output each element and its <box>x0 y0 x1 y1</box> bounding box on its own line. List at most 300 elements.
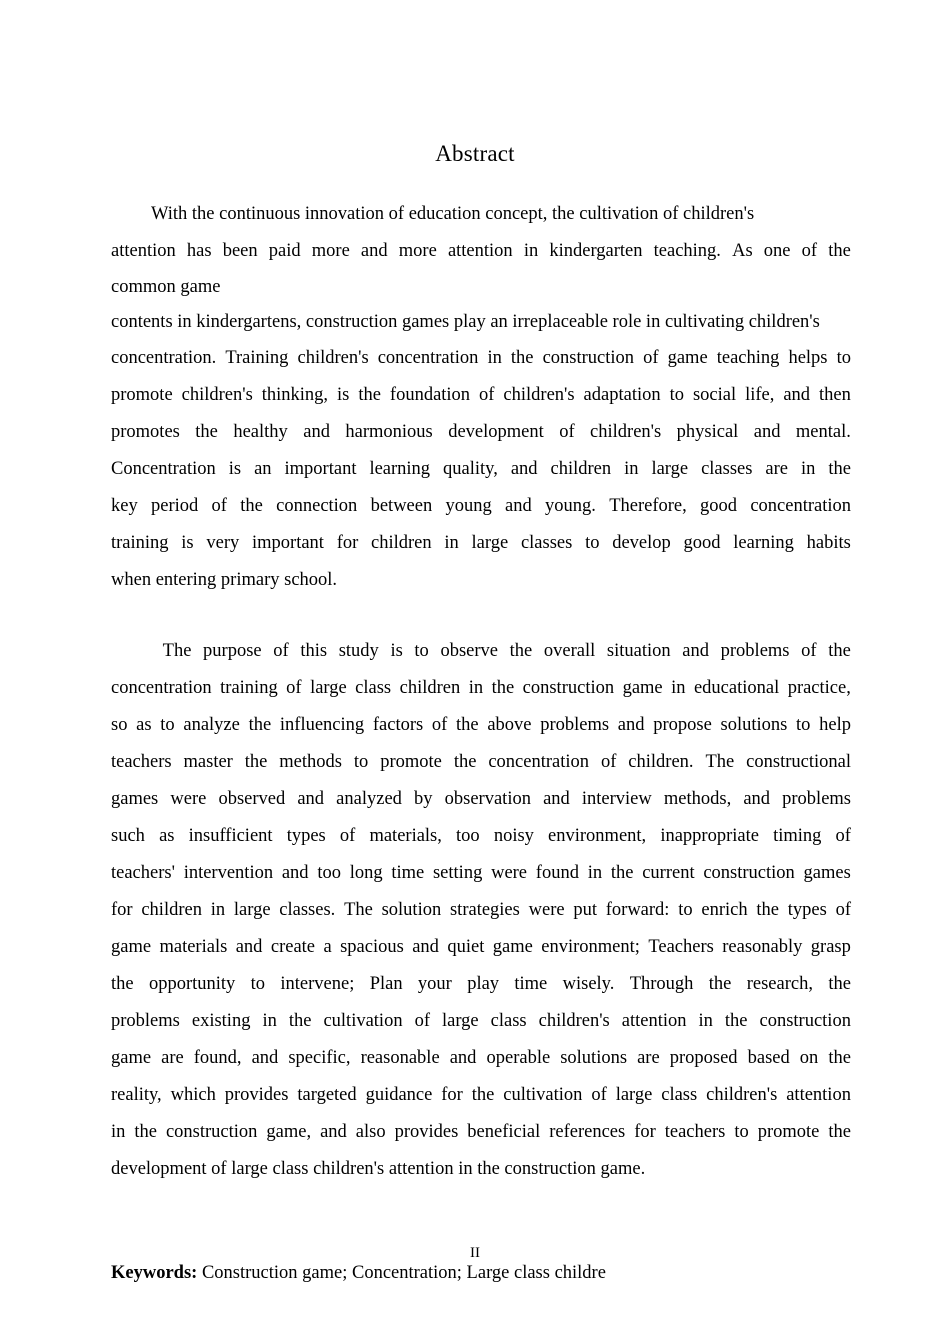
word: concentration <box>377 348 479 368</box>
word: adaptation <box>583 385 661 405</box>
word: in <box>800 459 816 479</box>
word: the <box>828 241 851 261</box>
word: kindergarten <box>549 241 643 261</box>
word: the <box>828 459 851 479</box>
word: solutions <box>720 715 788 735</box>
word: promote <box>757 1122 820 1142</box>
word: found, <box>193 1048 242 1068</box>
word: problems <box>111 1011 180 1031</box>
word: of <box>414 1011 430 1031</box>
word: to <box>585 533 600 553</box>
text-line <box>111 707 851 744</box>
word: harmonious <box>345 422 433 442</box>
word: targeted <box>297 1085 357 1105</box>
word: provides <box>224 1085 289 1105</box>
word: opportunity <box>148 974 236 994</box>
word: observed <box>218 789 286 809</box>
word: of <box>801 241 818 261</box>
word: game <box>492 937 533 957</box>
word: were <box>170 789 207 809</box>
word: Teachers <box>648 937 714 957</box>
text-line <box>111 196 851 233</box>
word: develop <box>612 533 671 553</box>
word: references <box>549 1122 626 1142</box>
word: specific, <box>288 1048 351 1068</box>
word: more <box>398 241 437 261</box>
paragraph-1 <box>111 196 851 599</box>
paragraph-spacer <box>111 599 851 633</box>
word: observation <box>444 789 531 809</box>
word: the <box>195 422 218 442</box>
word: children's <box>706 1085 778 1105</box>
word: development <box>448 422 544 442</box>
word: provides <box>394 1122 459 1142</box>
word: game <box>111 937 152 957</box>
word: interview <box>581 789 652 809</box>
word: in <box>624 459 639 479</box>
text-line <box>111 781 851 818</box>
word: to <box>678 900 693 920</box>
word: helps <box>788 348 828 368</box>
word: quality, <box>443 459 498 479</box>
word: to <box>414 641 429 661</box>
line-text: when entering primary school. <box>111 570 338 590</box>
word: of <box>801 641 817 661</box>
word: attention <box>111 241 176 261</box>
text-line <box>111 1077 851 1114</box>
word: very <box>206 533 240 553</box>
word: and <box>543 789 570 809</box>
text-line <box>111 562 851 599</box>
text-line <box>111 233 851 270</box>
word: of <box>643 348 659 368</box>
word: been <box>222 241 258 261</box>
word: inappropriate <box>660 826 759 846</box>
word: this <box>300 641 328 661</box>
word: class <box>661 1085 698 1105</box>
word: of <box>835 900 851 920</box>
word: important <box>284 459 357 479</box>
word: setting <box>432 863 483 883</box>
word: also <box>355 1122 386 1142</box>
word: good <box>683 533 721 553</box>
word: your <box>417 974 452 994</box>
word: key <box>111 496 138 516</box>
word: Training <box>225 348 289 368</box>
line-text: contents in kindergartens, construction games play an irreplaceable role in cultivating children's <box>111 312 820 332</box>
word: too <box>317 863 341 883</box>
word: quiet <box>447 937 485 957</box>
word: large <box>233 900 271 920</box>
word: promotes <box>111 422 180 442</box>
word: propose <box>653 715 712 735</box>
word: construction <box>522 678 615 698</box>
word: children's <box>538 1011 610 1031</box>
word: observe <box>440 641 498 661</box>
word: a <box>323 937 332 957</box>
word: forward: <box>605 900 670 920</box>
word: play <box>467 974 500 994</box>
word: concentration <box>488 752 590 772</box>
word: enrich <box>701 900 748 920</box>
word: guidance <box>365 1085 433 1105</box>
word: teachers <box>664 1122 726 1142</box>
word: to <box>734 1122 749 1142</box>
word: proposed <box>669 1048 738 1068</box>
word: on <box>799 1048 819 1068</box>
word: the <box>610 863 634 883</box>
word: between <box>370 496 433 516</box>
word: the <box>134 1122 157 1142</box>
word: such <box>111 826 145 846</box>
word: is <box>390 641 403 661</box>
text-line <box>111 744 851 781</box>
word: long <box>349 863 383 883</box>
word: the <box>244 752 268 772</box>
word: and <box>753 422 781 442</box>
word: of <box>339 826 356 846</box>
word: more <box>311 241 350 261</box>
text-line <box>111 270 851 305</box>
word: the <box>471 1085 495 1105</box>
word: the <box>708 974 732 994</box>
word: based <box>747 1048 790 1068</box>
text-line <box>111 1040 851 1077</box>
word: and <box>505 496 532 516</box>
word: classes <box>701 459 753 479</box>
word: types <box>286 826 326 846</box>
word: create <box>270 937 316 957</box>
word: children <box>399 678 461 698</box>
text-line <box>111 305 851 340</box>
word: time <box>391 863 425 883</box>
word: above <box>487 715 532 735</box>
word: which <box>170 1085 216 1105</box>
text-line <box>111 929 851 966</box>
text-line <box>111 670 851 707</box>
text-line <box>111 377 851 414</box>
word: problems <box>782 789 851 809</box>
word: large <box>310 678 347 698</box>
word: Through <box>629 974 694 994</box>
word: games <box>803 863 851 883</box>
word: class <box>355 678 392 698</box>
word: spacious <box>340 937 404 957</box>
word: learning <box>733 533 794 553</box>
word: reasonable <box>360 1048 440 1068</box>
word: attention <box>621 1011 687 1031</box>
word: learning <box>369 459 431 479</box>
word: for <box>634 1122 656 1142</box>
word: the <box>510 348 534 368</box>
word: children's <box>590 422 662 442</box>
word: are <box>161 1048 184 1068</box>
word: and <box>235 937 263 957</box>
word: classes <box>520 533 573 553</box>
text-line <box>111 818 851 855</box>
word: research, <box>746 974 813 994</box>
word: is <box>181 533 194 553</box>
word: help <box>819 715 851 735</box>
word: for <box>441 1085 463 1105</box>
word: an <box>254 459 272 479</box>
word: solution <box>381 900 442 920</box>
word: attention <box>786 1085 851 1105</box>
word: types <box>787 900 827 920</box>
word: the <box>828 974 851 994</box>
text-line <box>111 1151 851 1188</box>
word: children's <box>503 385 575 405</box>
word: as <box>136 715 152 735</box>
word: children. <box>628 752 694 772</box>
word: environment, <box>548 826 647 846</box>
word: to <box>836 348 851 368</box>
word: grasp <box>810 937 851 957</box>
abstract-body <box>111 196 851 1288</box>
word: Concentration <box>111 459 216 479</box>
word: of <box>559 422 575 442</box>
word: social <box>692 385 737 405</box>
word: of <box>431 715 448 735</box>
word: children's <box>181 385 253 405</box>
word: young <box>445 496 492 516</box>
line-text: common game <box>111 277 221 297</box>
word: in <box>587 863 603 883</box>
word: games <box>111 789 159 809</box>
word: construction <box>542 348 635 368</box>
word: Plan <box>369 974 403 994</box>
word: the <box>453 752 477 772</box>
word: construction <box>759 1011 851 1031</box>
word: important <box>252 533 324 553</box>
word: concentration. <box>111 348 217 368</box>
word: life, <box>745 385 775 405</box>
word: and <box>297 789 325 809</box>
paragraph-2 <box>111 633 851 1188</box>
word: found <box>535 863 579 883</box>
word: the <box>248 715 272 735</box>
word: intervene; <box>280 974 355 994</box>
word: existing <box>191 1011 251 1031</box>
word: put <box>573 900 597 920</box>
word: were <box>528 900 565 920</box>
word: situation <box>606 641 671 661</box>
text-line <box>111 488 851 525</box>
word: foundation <box>389 385 471 405</box>
word: in <box>671 678 686 698</box>
word: children <box>371 533 432 553</box>
word: in <box>262 1011 277 1031</box>
word: of <box>835 826 851 846</box>
word: materials, <box>369 826 442 846</box>
word: educational <box>693 678 780 698</box>
word: training <box>111 533 169 553</box>
word: in <box>111 1122 126 1142</box>
text-line <box>111 892 851 929</box>
word: timing <box>773 826 822 846</box>
word: children <box>550 459 612 479</box>
word: in <box>487 348 502 368</box>
text-line <box>111 633 851 670</box>
word: in <box>210 900 226 920</box>
word: to <box>250 974 266 994</box>
page-number: II <box>470 1245 480 1261</box>
word: and <box>412 937 439 957</box>
text-line <box>111 414 851 451</box>
word: to <box>669 385 684 405</box>
word: too <box>456 826 480 846</box>
word: environment; <box>541 937 640 957</box>
word: master <box>183 752 233 772</box>
keywords-value: Construction game; Concentration; Large class childre <box>197 1263 606 1283</box>
word: the <box>724 1011 748 1031</box>
word: strategies <box>449 900 520 920</box>
word: game <box>111 1048 152 1068</box>
word: materials <box>159 937 228 957</box>
word: intervention <box>183 863 274 883</box>
word: As <box>732 241 753 261</box>
page-title: Abstract <box>435 141 515 167</box>
word: time <box>514 974 548 994</box>
word: methods <box>279 752 342 772</box>
word: factors <box>372 715 424 735</box>
keywords-label: Keywords: <box>111 1263 198 1283</box>
word: of <box>211 496 227 516</box>
word: paid <box>268 241 301 261</box>
word: are <box>637 1048 660 1068</box>
text-line <box>111 966 851 1003</box>
word: of <box>286 678 302 698</box>
word: children's <box>297 348 369 368</box>
word: promote <box>111 385 173 405</box>
word: concentration <box>111 678 212 698</box>
word: large <box>615 1085 653 1105</box>
word: noisy <box>493 826 534 846</box>
text-line <box>111 525 851 562</box>
text-line <box>111 451 851 488</box>
word: the <box>358 385 381 405</box>
word: to <box>353 752 369 772</box>
word: the <box>288 1011 312 1031</box>
word: children <box>141 900 202 920</box>
word: in <box>444 533 459 553</box>
word: large <box>442 1011 479 1031</box>
word: of <box>273 641 289 661</box>
word: and <box>783 385 811 405</box>
word: young. <box>545 496 596 516</box>
word: to <box>160 715 175 735</box>
word: of <box>479 385 495 405</box>
word: period <box>151 496 199 516</box>
word: class <box>490 1011 527 1031</box>
word: problems <box>540 715 610 735</box>
line-text: With the continuous innovation of education concept, the cultivation of children's <box>151 204 755 224</box>
word: for <box>111 900 133 920</box>
word: practice, <box>787 678 851 698</box>
word: and <box>449 1048 477 1068</box>
word: The <box>344 900 373 920</box>
word: are <box>765 459 788 479</box>
word: purpose <box>203 641 262 661</box>
word: connection <box>276 496 358 516</box>
word: teachers' <box>111 863 175 883</box>
word: good <box>700 496 738 516</box>
word: then <box>819 385 851 405</box>
word: large <box>471 533 509 553</box>
word: and <box>281 863 309 883</box>
word: the <box>828 1048 851 1068</box>
text-line <box>111 1114 851 1151</box>
word: one <box>763 241 791 261</box>
word: insufficient <box>188 826 273 846</box>
word: the <box>491 678 515 698</box>
word: the <box>456 715 479 735</box>
word: in <box>523 241 539 261</box>
word: study <box>338 641 379 661</box>
word: promote <box>380 752 442 772</box>
word: the <box>828 1122 851 1142</box>
word: The <box>705 752 735 772</box>
word: physical <box>676 422 739 442</box>
word: by <box>414 789 433 809</box>
word: game <box>622 678 663 698</box>
word: the <box>509 641 533 661</box>
word: has <box>186 241 212 261</box>
word: thinking, <box>261 385 329 405</box>
word: of <box>591 1085 607 1105</box>
word: as <box>159 826 175 846</box>
word: habits <box>806 533 851 553</box>
word: and <box>320 1122 347 1142</box>
word: mental. <box>795 422 851 442</box>
word: teachers <box>111 752 172 772</box>
word: teaching. <box>653 241 721 261</box>
line-text: development of large class children's attention in the construction game. <box>111 1159 646 1179</box>
text-line <box>111 855 851 892</box>
word: healthy <box>233 422 288 442</box>
word: game, <box>266 1122 312 1142</box>
word: teaching <box>716 348 780 368</box>
word: and <box>682 641 709 661</box>
word: classes. <box>279 900 336 920</box>
word: beneficial <box>467 1122 541 1142</box>
word: solutions <box>560 1048 628 1068</box>
word: Therefore, <box>609 496 687 516</box>
word: cultivation <box>323 1011 403 1031</box>
word: the <box>828 641 851 661</box>
word: and <box>360 241 388 261</box>
word: methods, <box>663 789 732 809</box>
word: influencing <box>279 715 365 735</box>
word: analyzed <box>336 789 402 809</box>
word: reality, <box>111 1085 162 1105</box>
text-line <box>111 1003 851 1040</box>
word: the <box>756 900 779 920</box>
word: and <box>303 422 330 442</box>
word: and <box>510 459 538 479</box>
word: were <box>491 863 528 883</box>
word: cultivation <box>503 1085 583 1105</box>
word: current <box>642 863 695 883</box>
word: training <box>220 678 278 698</box>
word: is <box>228 459 242 479</box>
word: concentration <box>750 496 851 516</box>
word: in <box>468 678 484 698</box>
word: overall <box>543 641 596 661</box>
word: large <box>651 459 689 479</box>
word: analyze <box>183 715 240 735</box>
word: operable <box>486 1048 551 1068</box>
